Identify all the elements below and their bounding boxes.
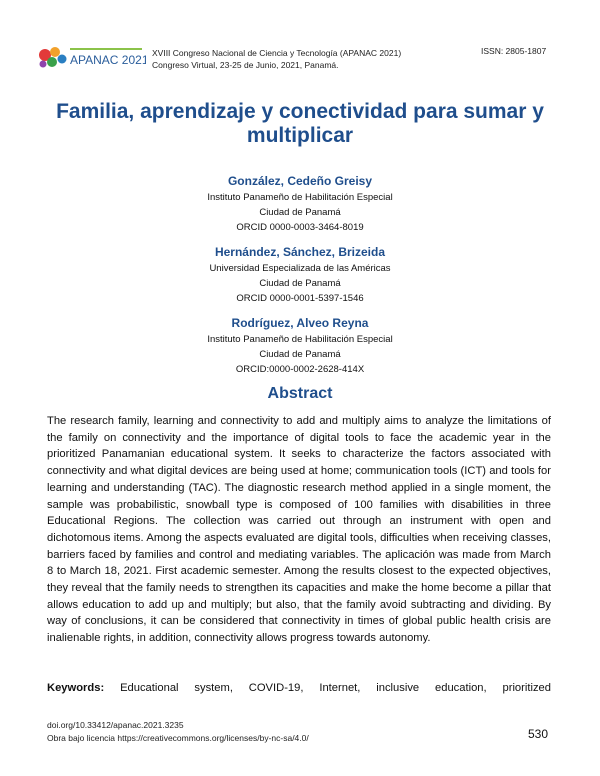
author-orcid: ORCID:0000-0002-2628-414X	[235, 364, 365, 375]
author-list	[0, 172, 600, 385]
author-name: González, Cedeño Greisy	[227, 174, 373, 188]
doi-link[interactable]: doi.org/10.33412/apanac.2021.3235	[47, 720, 184, 730]
author-affiliation: Instituto Panameño de Habilitación Especial	[207, 334, 393, 345]
abstract-body: The research family, learning and connectivity to add and multiply aims to analyze the limitations of the family on connectivity and the importance of digital tools to face the academic year in the prioritized Panamanian educational system. It seeks to characterize the factors associated with connectivity and what digital devices are being used at home; communication tools (ICT) and tools for learning and understanding (TAC). The diagnostic research method applied in a single moment, the sample was probabilistic, snowball type is composed of 100 families with disabilities in three Educational Regions. The collection was carried out through an instrument with open and dichotomous items. Among the aspects evaluated are digital tools, difficulties when receiving classes, barriers faced by families and control and mediating variables. The aplicación was made from March 8 to March 18, 2021. First academic semester. Among the results closest to the expected objectives, they reveal that the family needs to strengthen its capacities and make the home become a pillar that allows education to add up and multiply; but also, that the family avoid subtracting and dividing. By way of conclusions, it can be considered that connectivity in times of global public health crisis are inalienable rights, in addition, connectivity allows progress towards autonomy.	[47, 415, 551, 645]
keywords-text: Educational system, COVID-19, Internet, inclusive education, prioritized	[120, 682, 551, 694]
footer	[47, 719, 309, 745]
author-city: Ciudad de Panamá	[259, 349, 341, 360]
author-name: Rodríguez, Alveo Reyna	[231, 316, 369, 330]
conference-info	[152, 47, 401, 71]
license-link[interactable]: Obra bajo licencia https://creativecommons.org/licenses/by-nc-sa/4.0/	[47, 733, 309, 743]
author-affiliation: Instituto Panameño de Habilitación Especial	[207, 192, 393, 203]
author-block	[0, 243, 600, 306]
abstract-heading: Abstract	[267, 385, 333, 402]
conference-line-2: Congreso Virtual, 23-25 de Junio, 2021, Panamá.	[152, 60, 339, 70]
author-city: Ciudad de Panamá	[259, 207, 341, 218]
author-name: Hernández, Sánchez, Brizeida	[214, 245, 386, 259]
logo-text: APANAC 2021	[70, 53, 146, 67]
author-orcid: ORCID 0000-0001-5397-1546	[236, 293, 364, 304]
paper-title: Familia, aprendizaje y conectividad para sumar y multiplicar	[56, 100, 544, 147]
author-affiliation: Universidad Especializada de las Américas	[209, 263, 391, 274]
keywords	[47, 680, 551, 696]
apanac-logo	[36, 42, 146, 72]
author-block	[0, 314, 600, 377]
page-number: 530	[527, 727, 548, 741]
issn: ISSN: 2805-1807	[481, 46, 547, 56]
keywords-label: Keywords:	[47, 682, 105, 694]
author-city: Ciudad de Panamá	[259, 278, 341, 289]
author-block	[0, 172, 600, 235]
conference-line-1: XVIII Congreso Nacional de Ciencia y Tecnología (APANAC 2021)	[152, 48, 402, 58]
author-orcid: ORCID 0000-0003-3464-8019	[236, 222, 364, 233]
apanac-logo-icon	[36, 42, 146, 72]
